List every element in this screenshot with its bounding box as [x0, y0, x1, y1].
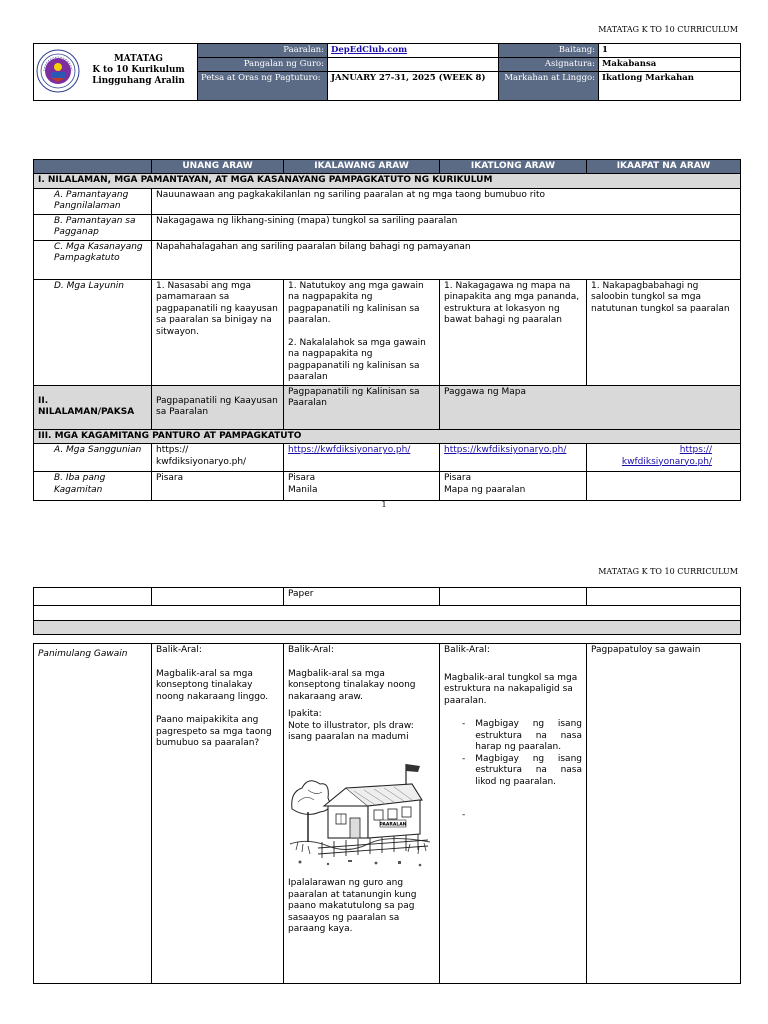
section3-heading: III. MGA KAGAMITANG PANTURO AT PAMPAGKATUTO [34, 429, 741, 444]
iba-day1: Pisara [152, 472, 284, 501]
day-header-row [34, 160, 741, 174]
panimula-label: Panimulang Gawain [34, 644, 152, 984]
iba-day3 [440, 472, 587, 501]
row-c-label: C. Mga Kasanayang Pampagkatuto [34, 240, 152, 279]
header-title-kurikulum: K to 10 Kurikulum [92, 65, 185, 75]
header-title-aralin: Lingguhang Aralin [92, 76, 185, 86]
header-title-cell [34, 44, 198, 101]
day3-bullet-3: - [462, 810, 466, 820]
school-sign-label: PAARALAN [379, 822, 407, 827]
day2-illustrator-note: Note to illustrator, pls draw: isang paaralan na madumi [288, 720, 414, 742]
baitang-value: 1 [599, 44, 741, 58]
day3-balik-aral: Balik-Aral: [444, 645, 490, 655]
messy-school-illustration [288, 754, 434, 872]
day3-bullet-1: - Magbigay ng isang estruktura na nasa harap ng paaralan. [462, 719, 582, 752]
day1-paragraph2: Paano maipakikita ang pagrespeto sa mga taong bumubuo sa paaralan? [156, 715, 272, 748]
panimula-day1 [152, 644, 284, 984]
asignatura-label: Asignatura: [499, 58, 599, 72]
iba-day2-item1: Pisara [288, 473, 316, 483]
iba-day3-item2: Mapa ng paaralan [444, 484, 526, 495]
procedure-table [33, 643, 741, 984]
row-d-day3: 1. Nakagagawa ng mapa na pinapakita ang mga pananda, estruktura at lokasyon ng bawat bahagi ng paaralan [440, 279, 587, 385]
day3-header: IKATLONG ARAW [440, 160, 587, 174]
sanggunian-day4-link[interactable]: https:// kwfdiksiyonaryo.ph/ [621, 445, 712, 467]
iba-day2 [284, 472, 440, 501]
iba-day2-item2: Manila [288, 484, 318, 495]
sanggunian-day4 [587, 444, 741, 472]
row-a-label: A. Pamantayang Pangnilalaman [34, 188, 152, 214]
row-d-label: D. Mga Layunin [34, 279, 152, 385]
day3-bullet-2: - Magbigay ng isang estruktura na nasa likod ng paaralan. [462, 753, 582, 787]
paaralan-link[interactable]: DepEdClub.com [331, 45, 408, 55]
section2-day2: Pagpapanatili ng Kalinisan sa Paaralan [284, 385, 440, 429]
row-d-day4: 1. Nakapagbabahagi ng saloobin tungkol sa mga natutunan tungkol sa paaralan [587, 279, 741, 385]
row-d-day1: 1. Nasasabi ang mga pamamaraan sa pagpapanatili ng kaayusan sa paaralan sa binigay na sitwayon. [152, 279, 284, 385]
paaralan-value [328, 44, 499, 58]
row-d-day2 [284, 279, 440, 385]
row-c-text: Napahahalagahan ang sariling paaralan bilang bahagi ng pamayanan [152, 240, 741, 279]
header-title-matatag: MATATAG [114, 54, 163, 64]
guro-value [328, 58, 499, 72]
day3-bullet-list [444, 719, 582, 822]
deped-seal-icon [36, 49, 80, 93]
row-d-day2-item2: 2. Nakalalahok sa mga gawain na nagpapakita ng pagpapanatili ng kalinisan sa paaralan [288, 337, 426, 382]
sanggunian-day2-link[interactable]: https://kwfdiksiyonaryo.ph/ [288, 445, 411, 455]
day4-header: IKAAPAT NA ARAW [587, 160, 741, 174]
row-d-day2-item1: 1. Natutukoy ang mga gawain na nagpapakita ng pagpapanatili ng kalinisan sa paaralan. [288, 280, 424, 325]
blank-header [34, 160, 152, 174]
cont-blank-row [34, 606, 741, 621]
panimula-day2 [284, 644, 440, 984]
iba-day3-item1: Pisara [444, 473, 472, 483]
page-number: 1 [381, 500, 387, 509]
day1-balik-aral: Balik-Aral: [156, 645, 202, 655]
row-a-text: Nauunawaan ang pagkakakilanlan ng sariling paaralan at ng mga taong bumubuo rito [152, 188, 741, 214]
markahan-label: Markahan at Linggo: [499, 72, 599, 101]
asignatura-value: Makabansa [599, 58, 741, 72]
petsa-value: JANUARY 27-31, 2025 (WEEK 8) [328, 72, 499, 101]
day2-header: IKALAWANG ARAW [284, 160, 440, 174]
sanggunian-day1: https:// kwfdiksiyonaryo.ph/ [152, 444, 284, 472]
lesson-plan-table [33, 159, 741, 501]
cont-day2: Paper [284, 588, 440, 606]
iba-day4 [587, 472, 741, 501]
section2-day1: Pagpapanatili ng Kaayusan sa Paaralan [152, 385, 284, 429]
guro-label: Pangalan ng Guro: [198, 58, 328, 72]
day1-header: UNANG ARAW [152, 160, 284, 174]
continuation-table [33, 587, 741, 635]
markahan-value: Ikatlong Markahan [599, 72, 741, 101]
section2-label: II. NILALAMAN/PAKSA [34, 385, 152, 429]
panimula-day3 [440, 644, 587, 984]
iba-label: B. Iba pang Kagamitan [34, 472, 152, 501]
petsa-label: Petsa at Oras ng Pagtuturo: [198, 72, 328, 101]
sanggunian-day2 [284, 444, 440, 472]
row-b-text: Nakagagawa ng likhang-sining (mapa) tungkol sa sariling paaralan [152, 214, 741, 240]
panimula-day4: Pagpapatuloy sa gawain [587, 644, 741, 984]
day2-ipakita: Ipakita: [288, 709, 322, 719]
day2-balik-aral: Balik-Aral: [288, 645, 334, 655]
baitang-label: Baitang: [499, 44, 599, 58]
section1-heading: I. NILALAMAN, MGA PAMANTAYAN, AT MGA KASANAYANG PAMPAGKATUTO NG KURIKULUM [34, 174, 741, 189]
day2-paragraph1: Magbalik-aral sa mga konseptong tinalakay noong nakaraang araw. [288, 668, 416, 702]
sanggunian-label: A. Mga Sanggunian [34, 444, 152, 472]
cont-gray-row [34, 621, 741, 635]
sanggunian-day3 [440, 444, 587, 472]
section2-day3: Paggawa ng Mapa [440, 385, 741, 429]
sanggunian-day3-link[interactable]: https://kwfdiksiyonaryo.ph/ [444, 445, 567, 455]
row-b-label: B. Pamantayan sa Pagganap [34, 214, 152, 240]
lesson-header-table [33, 43, 741, 101]
day1-paragraph1: Magbalik-aral sa mga konseptong tinalakay noong nakaraang linggo. [156, 668, 269, 702]
curriculum-label: MATATAG K TO 10 CURRICULUM [598, 25, 738, 34]
day2-paragraph3: Ipalalarawan ng guro ang paaralan at tatanungin kung paano makatutulong sa pag sasaayos ng paaralan sa paraang kaya. [288, 878, 417, 934]
day3-paragraph1: Magbalik-aral tungkol sa mga estruktura na nakapaligid sa paaralan. [444, 672, 578, 706]
curriculum-label-page2: MATATAG K TO 10 CURRICULUM [598, 567, 738, 576]
paaralan-label: Paaralan: [198, 44, 328, 58]
